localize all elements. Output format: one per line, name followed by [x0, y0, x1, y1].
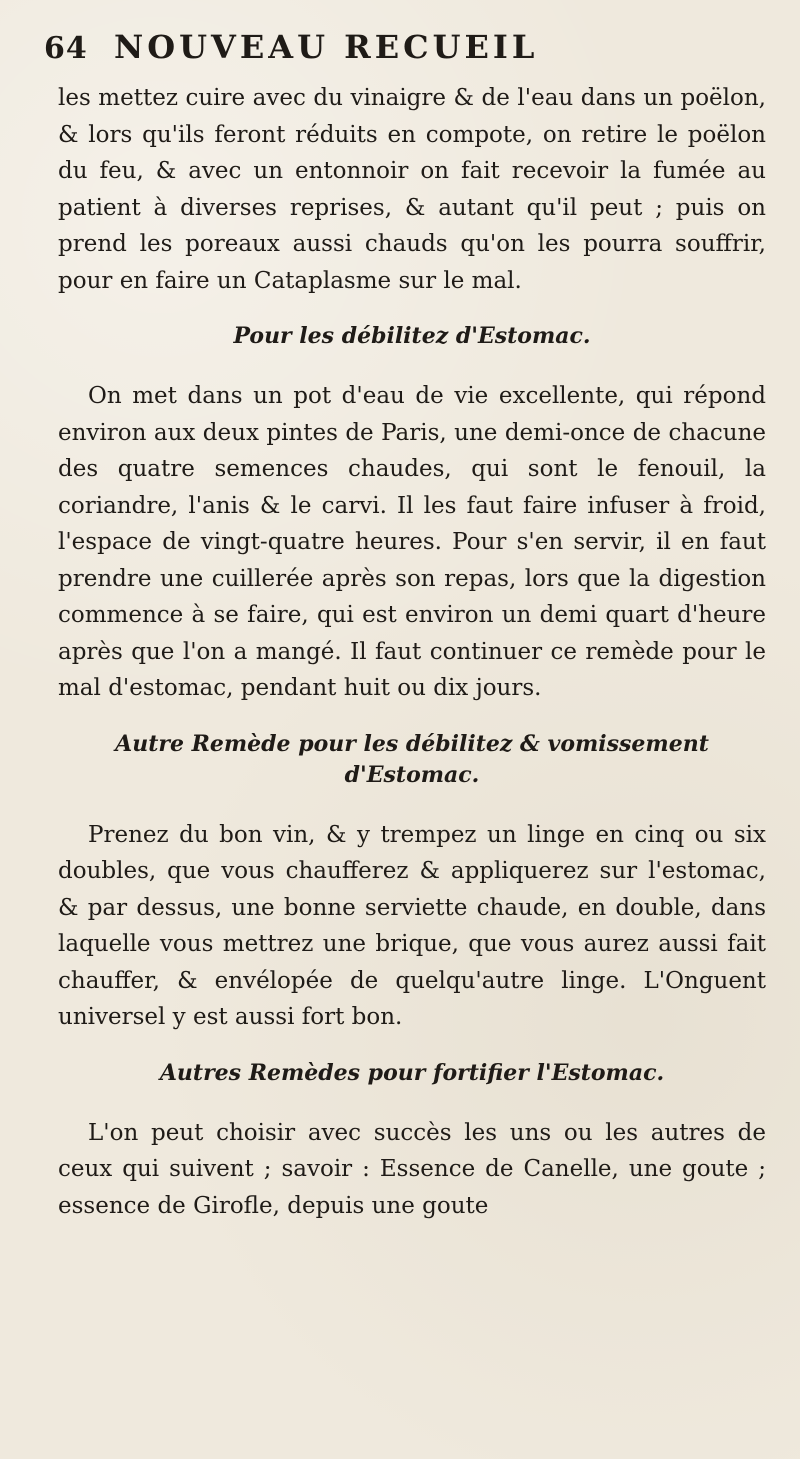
section-heading-vomissement: [58, 729, 766, 791]
section-heading-text: Pour les débilitez d'Estomac.: [233, 323, 591, 349]
section-heading-fortifier: [58, 1058, 766, 1089]
section-heading-line-1: Autre Remède pour les débilitez & vomissement: [115, 730, 709, 757]
continuation-paragraph: les mettez cuire avec du vinaigre & de l'eau dans un poëlon, & lors qu'ils feront réduits en compote, on retire le poëlon du feu, & avec un entonnoir on fait recevoir la fumée au patient à diverses reprises, & autant qu'il peut ; puis on prend les poreaux aussi chauds qu'on les pourra souffrir, pour en faire un Cataplasme sur le mal.: [58, 85, 766, 294]
remedy-paragraph-debilitez: On met dans un pot d'eau de vie excellente, qui répond environ aux deux pintes de Paris, une demi-once de chacune des quatre semences chaudes, qui sont le fenouil, la coriandre, l'anis & le carvi. Il les faut faire infuser à froid, l'espace de vingt-quatre heures. Pour s'en servir, il en faut prendre une cuillerée après son repas, lors que la digestion commence à se faire, qui est environ un demi quart d'heure après que l'on a mangé. Il faut continuer ce remède pour le mal d'estomac, pendant huit ou dix jours.: [58, 383, 766, 701]
page-number: 64: [44, 31, 88, 66]
remedy-paragraph-vomissement: Prenez du bon vin, & y trempez un linge en cinq ou six doubles, que vous chaufferez & appliquerez sur l'estomac, & par dessus, une bonne serviette chaude, en double, dans laquelle vous mettrez une brique, que vous aurez aussi fait chauffer, & envélopée de quelqu'autre linge. L'Onguent universel y est aussi fort bon.: [58, 821, 766, 1030]
section-heading-text: Autres Remèdes pour fortifier l'Estomac.: [159, 1059, 665, 1086]
section-heading-debilitez: [58, 321, 766, 352]
page-header: [44, 28, 776, 80]
running-title: NOUVEAU RECUEIL: [114, 28, 539, 66]
section-heading-line-2: d'Estomac.: [344, 761, 480, 788]
remedy-paragraph-fortifier: L'on peut choisir avec succès les uns ou les autres de ceux qui suivent ; savoir : Essence de Canelle, une goute ; essence de Girofle, depuis une goute: [58, 1119, 766, 1219]
page-content: [58, 80, 766, 1224]
